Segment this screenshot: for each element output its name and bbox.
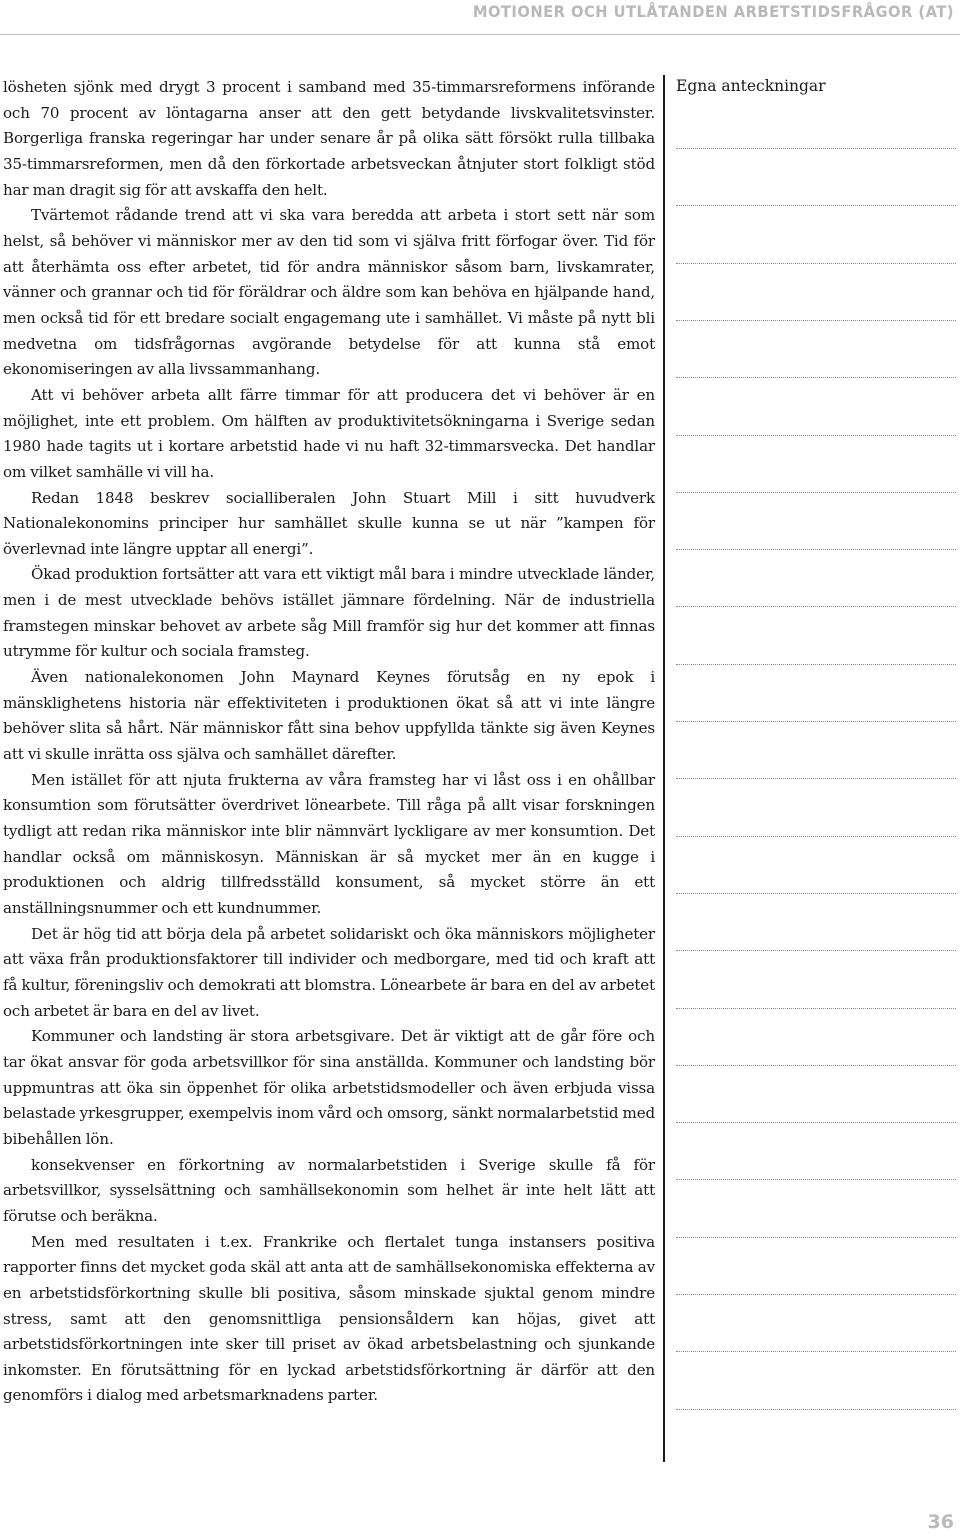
note-line: [676, 1294, 956, 1295]
paragraph: Tvärtemot rådande trend att vi ska vara beredda att arbeta i stort sett när som helst, så behöver vi människor mer av den tid som vi själva fritt förfogar över. Tid för att återhämta oss efter arbetet, tid för andra människor såsom barn, livskamrater, vänner och grannar och tid för föräldrar och äldre som kan behöva en hjälpande hand, men också tid för ett bredare socialt engagemang ute i samhället. Vi måste på nytt bli medvetna om tidsfrågornas avgörande betydelse för att kunna stå emot ekonomiseringen av alla livssammanhang.: [3, 206, 655, 379]
body-text: [3, 75, 655, 1409]
note-line: [676, 205, 956, 206]
note-line: [676, 320, 956, 321]
note-line: [676, 1351, 956, 1352]
paragraph: Kommuner och landsting är stora arbetsgivare. Det är viktigt att de går före och tar ökat ansvar för goda arbetsvillkor för sina anställda. Kommuner och landsting bör uppmuntras att öka sin öppenhet för olika arbetstidsmodeller och även erbjuda vissa belastade yrkesgrupper, exempelvis inom vård och omsorg, sänkt normalarbetstid med bibehållen lön.: [3, 1027, 655, 1148]
note-line: [676, 148, 956, 149]
note-line: [676, 836, 956, 837]
note-line: [676, 377, 956, 378]
note-line: [676, 263, 956, 264]
column-divider: [663, 75, 665, 1462]
note-line: [676, 893, 956, 894]
note-line: [676, 549, 956, 550]
paragraph: Att vi behöver arbeta allt färre timmar för att producera det vi behöver är en möjlighet, inte ett problem. Om hälften av produktivitetsökningarna i Sverige sedan 1980 hade tagits ut i kortare arbetstid hade vi nu haft 32-timmarsvecka. Det handlar om vilket samhälle vi vill ha.: [3, 385, 655, 481]
note-line: [676, 778, 956, 779]
note-line: [676, 1409, 956, 1410]
note-line: [676, 1008, 956, 1009]
paragraph: Det är hög tid att börja dela på arbetet solidariskt och öka människors möjligheter att växa från produktionsfaktorer till individer och medborgare, med tid och kraft att få kultur, föreningsliv och demokrati att blomstra. Lönearbete är bara en del av arbetet och arbetet är bara en del av livet.: [3, 924, 655, 1020]
notes-heading: Egna anteckningar: [676, 77, 826, 95]
paragraph: lösheten sjönk med drygt 3 procent i samband med 35-timmarsreformens införande och 70 procent av löntagarna anser att den gett betydande livskvalitetsvinster. Borgerliga franska regeringar har under senare år på olika sätt försökt rulla tillbaka 35-timmarsreformen, men då den förkortade arbetsveckan åtnjuter stort folkligt stöd har man dragit sig för att avskaffa den helt.: [3, 78, 655, 199]
running-header: MOTIONER OCH UTLÅTANDEN ARBETSTIDSFRÅGOR (AT): [472, 2, 954, 21]
note-line: [676, 1237, 956, 1238]
header-rule: [0, 34, 960, 35]
paragraph: Ökad produktion fortsätter att vara ett viktigt mål bara i mindre utvecklade länder, men i de mest utvecklade behövs istället jämnare fördelning. När de industriella framstegen minskar behovet av arbete såg Mill framför sig hur det kommer att finnas utrymme för kultur och sociala framsteg.: [3, 565, 655, 661]
note-line: [676, 606, 956, 607]
paragraph: konsekvenser en förkortning av normalarbetstiden i Sverige skulle få för arbetsvillkor, sysselsättning och samhällsekonomin som helhet är inte helt lätt att förutse och beräkna.: [3, 1155, 655, 1225]
paragraph: Men istället för att njuta frukterna av våra framsteg har vi låst oss i en ohållbar konsumtion som förutsätter överdrivet lönearbete. Till råga på allt visar forskningen tydligt att redan rika människor inte blir nämnvärt lyckligare av mer konsumtion. Det handlar också om människosyn. Människan är så mycket mer än en kugge i produktionen och aldrig tillfredsställd konsument, så mycket större än ett anställningsnummer och ett kundnummer.: [3, 770, 655, 917]
note-line: [676, 950, 956, 951]
paragraph: Redan 1848 beskrev socialliberalen John Stuart Mill i sitt huvudverk Nationalekonomins principer hur samhället skulle kunna se ut när ”kampen för överlevnad inte längre upptar all energi”.: [3, 488, 655, 558]
note-line: [676, 1179, 956, 1180]
note-line: [676, 721, 956, 722]
paragraph: Men med resultaten i t.ex. Frankrike och flertalet tunga instansers positiva rapporter finns det mycket goda skäl att anta att de samhällsekonomiska effekterna av en arbetstidsförkortning skulle bli positiva, såsom minskade sjuktal genom mindre stress, samt att den genomsnittliga pensionsåldern kan höjas, givet att arbetstidsförkortningen inte sker till priset av ökad arbetsbelastning och sjunkande inkomster. En förutsättning för en lyckad arbetstidsförkortning är därför att den genomförs i dialog med arbetsmarknadens parter.: [3, 1232, 655, 1405]
paragraph: Även nationalekonomen John Maynard Keynes förutsåg en ny epok i mänsklighetens historia när effektiviteten i produktionen ökat så att vi inte längre behöver slita så hårt. När människor fått sina behov uppfyllda tänkte sig även Keynes att vi skulle inrätta oss själva och samhället därefter.: [3, 668, 655, 764]
note-line: [676, 435, 956, 436]
note-line: [676, 492, 956, 493]
page-number: 36: [927, 1511, 954, 1533]
note-line: [676, 1065, 956, 1066]
note-line: [676, 1122, 956, 1123]
note-line: [676, 664, 956, 665]
